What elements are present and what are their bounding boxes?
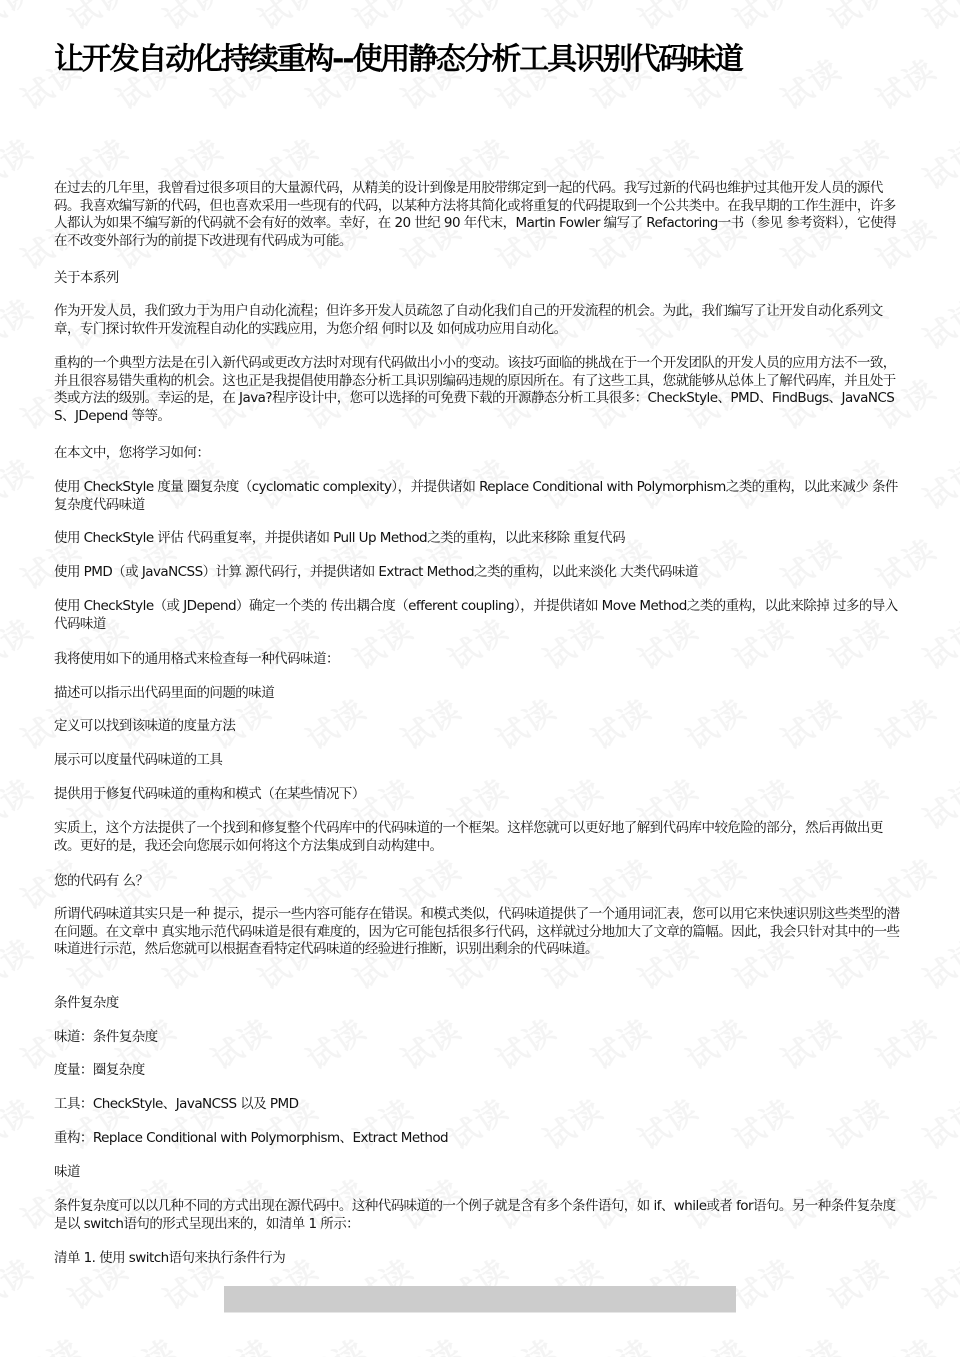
paragraph-smell-explain: 所谓代码味道其实只是一种 提示，提示一些内容可能存在错误。和模式类似，代码味道提供了一个通用词汇表，您可以用它来快速识别这些类型的潜在问题。在文章中 真实地示范代码味道是很有难度的，因为它可能包括很多行代码，这样就过分地加大了文章的篇幅。因此，我会只针对其中的一些味道进行示范，然后您就可以根据查看特定代码味道的经验进行推断，识别出剩余的代码味道。 xyxy=(54,906,900,957)
paragraph-cc-body: 条件复杂度可以以几种不同的方式出现在源代码中。这种代码味道的一个例子就是含有多个条件语句，如 if、while或者 for语句。另一种条件复杂度是以 switch语句的形式呈现出来的，如清单 1 所示： xyxy=(54,1198,896,1232)
learn-item: 使用 CheckStyle 度量 圈复杂度（cyclomatic complexity），并提供诸如 Replace Conditional with Polymorphism之类的重构，以此来减少 条件复杂度代码味道 xyxy=(54,479,898,513)
format-item: 展示可以度量代码味道的工具 xyxy=(54,752,223,768)
learn-item: 使用 CheckStyle（或 JDepend）确定一个类的 传出耦合度（efferent coupling），并提供诸如 Move Method之类的重构，以此来除掉 过多的导入代码味道 xyxy=(54,598,898,632)
cc-metric: 度量：圈复杂度 xyxy=(54,1062,145,1078)
listing-caption: 清单 1. 使用 switch语句来执行条件行为 xyxy=(54,1250,286,1266)
cc-smell: 味道：条件复杂度 xyxy=(54,1029,158,1045)
format-item: 描述可以指示出代码里面的问题的味道 xyxy=(54,685,275,701)
learn-item: 使用 PMD（或 JavaNCSS）计算 源代码行，并提供诸如 Extract Method之类的重构，以此来淡化 大类代码味道 xyxy=(54,564,698,580)
learn-item: 使用 CheckStyle 评估 代码重复率，并提供诸如 Pull Up Method之类的重构，以此来移除 重复代码 xyxy=(54,530,626,546)
heading-about-series: 关于本系列 xyxy=(54,270,119,286)
page-title: 让开发自动化持续重构--使用静态分析工具识别代码味道 xyxy=(54,42,742,77)
paragraph-intro: 在过去的几年里，我曾看过很多项目的大量源代码，从精美的设计到像是用胶带绑定到一起的代码。我写过新的代码也维护过其他开发人员的源代码。我喜欢编写新的代码，但也喜欢采用一些现有的代码，以某种方法将其简化或将重复的代码提取到一个公共类中。在我早期的工作生涯中，许多人都认为如果不编写新的代码就不会有好的效率。幸好，在 20 世纪 90 年代末，Martin Fowler 编写了 Refactoring一书（参见 参考资料），它使得在不改变外部行为的前提下改进现有代码成为可能。 xyxy=(54,180,897,249)
heading-format: 我将使用如下的通用格式来检查每一种代码味道： xyxy=(54,651,339,667)
heading-conditional-complexity: 条件复杂度 xyxy=(54,995,119,1011)
cc-tools: 工具：CheckStyle、JavaNCSS 以及 PMD xyxy=(54,1096,299,1112)
format-item: 定义可以找到该味道的度量方法 xyxy=(54,718,236,734)
paragraph-series: 作为开发人员，我们致力于为用户自动化流程；但许多开发人员疏忽了自动化我们自己的开发流程的机会。为此，我们编写了让开发自动化系列文章，专门探讨软件开发流程自动化的实践应用，为您介绍 何时以及 如何成功应用自动化。 xyxy=(54,303,883,337)
heading-smell: 味道 xyxy=(54,1164,80,1180)
paragraph-framework: 实质上，这个方法提供了一个找到和修复整个代码库中的代码味道的一个框架。这样您就可以更好地了解到代码库中较危险的部分，然后再做出更改。更好的是，我还会向您展示如何将这个方法集成到自动构建中。 xyxy=(54,820,883,854)
heading-smell-question: 您的代码有 么？ xyxy=(54,873,149,889)
heading-learn: 在本文中，您将学习如何： xyxy=(54,445,210,461)
cc-refactoring: 重构：Replace Conditional with Polymorphism、Extract Method xyxy=(54,1130,449,1146)
format-item: 提供用于修复代码味道的重构和模式（在某些情况下） xyxy=(54,786,365,802)
paragraph-refactoring-intro: 重构的一个典型方法是在引入新代码或更改方法时对现有代码做出小小的变动。该技巧面临的挑战在于一个开发团队的开发人员的应用方法不一致，并且很容易错失重构的机会。这也正是我提倡使用静态分析工具识别编码违规的原因所在。有了这些工具，您就能够从总体上了解代码库，并且处于类或方法的级别。幸运的是，在 Java?程序设计中，您可以选择的可免费下载的开源静态分析工具很多：CheckStyle、PMD、FindBugs、JavaNCSS、JDepend 等等。 xyxy=(54,355,896,424)
code-listing-block xyxy=(224,1286,736,1313)
